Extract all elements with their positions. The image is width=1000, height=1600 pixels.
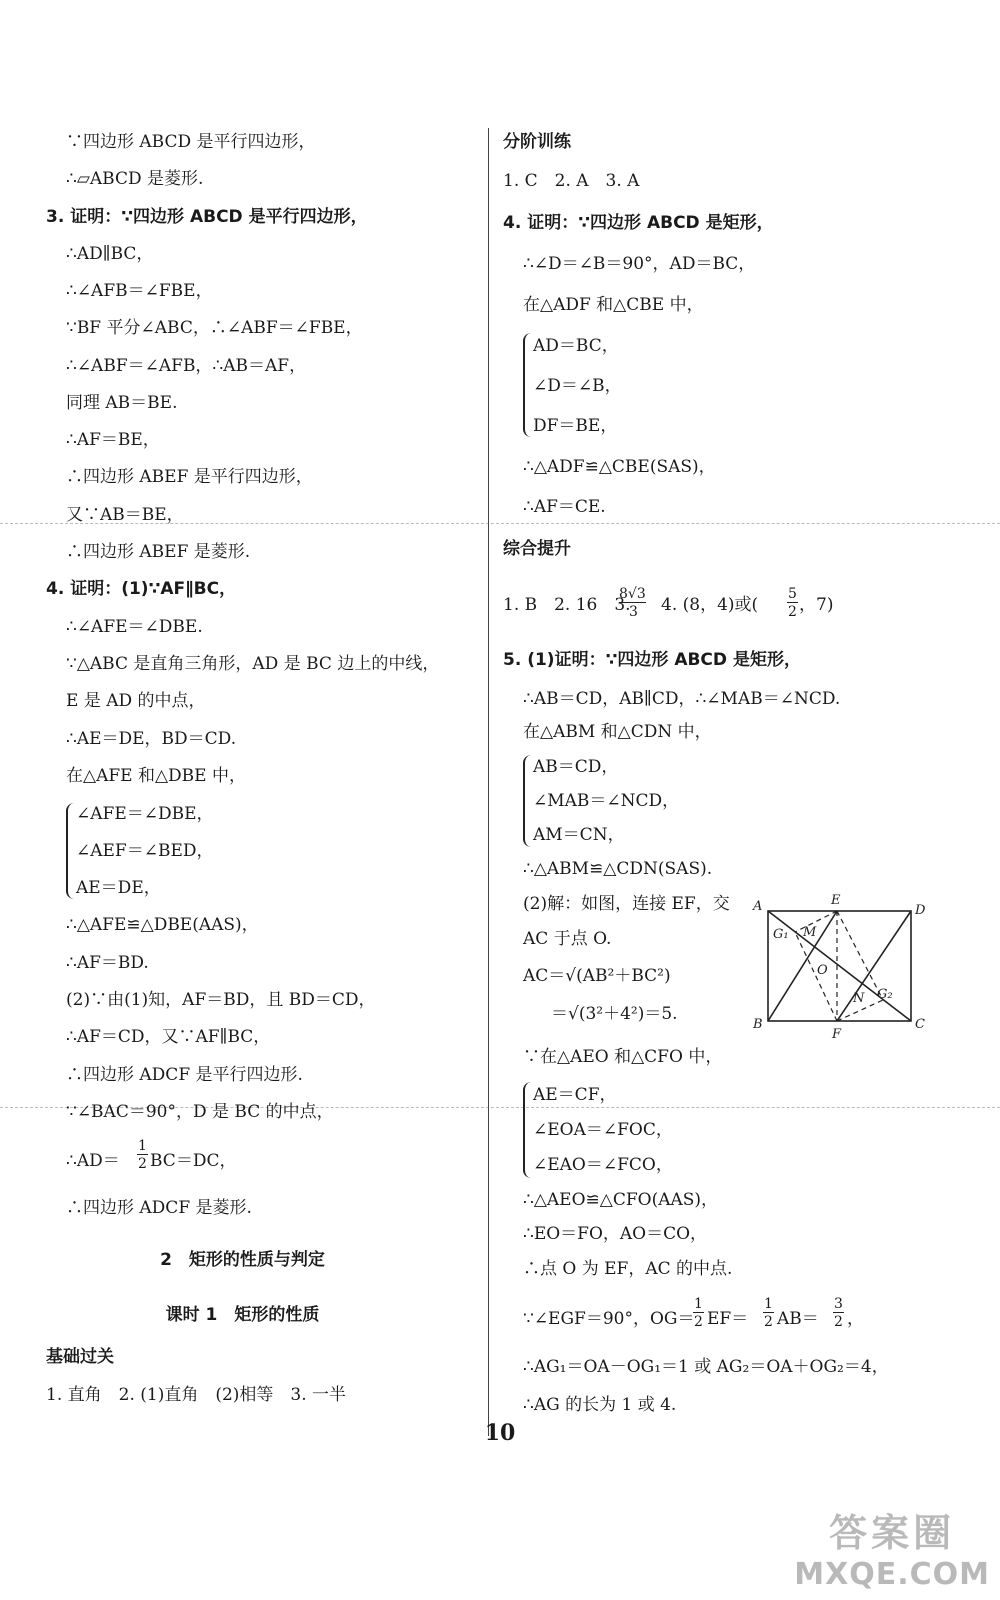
- text-line: ∴AD∥BC，: [66, 244, 154, 264]
- text-line: ∴AF＝BE，: [66, 430, 160, 450]
- text-line: 3. 证明：∵四边形 ABCD 是平行四边形，: [46, 207, 368, 227]
- text-line: AB＝CD，: [533, 757, 619, 777]
- text-line: ∴∠ABF＝∠AFB，∴AB＝AF，: [66, 356, 307, 376]
- text-line: ∴∠D＝∠B＝90°，AD＝BC，: [523, 254, 756, 274]
- text-line: ∴△ABM≌△CDN(SAS).: [523, 859, 713, 879]
- fraction-denominator: 2: [834, 1314, 843, 1330]
- text-line: ∴AG₁＝OA－OG₁＝1 或 AG₂＝OA＋OG₂＝4，: [523, 1357, 889, 1377]
- text-line: 在△ABM 和△CDN 中，: [523, 722, 712, 742]
- fraction-numerator: 1: [694, 1296, 703, 1312]
- section-heading: 基础过关: [46, 1347, 114, 1367]
- text-line: ∴AF＝BD.: [66, 953, 149, 973]
- text-line: ∴AF＝CD，又∵AF∥BC，: [66, 1027, 271, 1047]
- section-heading: 分阶训练: [503, 132, 571, 152]
- text-line: ∠MAB＝∠NCD，: [533, 791, 680, 811]
- figure-label: C: [915, 1017, 925, 1032]
- text-line: ∠AFE＝∠DBE，: [76, 804, 214, 824]
- text-line: 在△ADF 和△CBE 中，: [523, 295, 704, 315]
- text-line: ∴EO＝FO，AO＝CO，: [523, 1224, 708, 1244]
- figure-label: G₁: [773, 927, 789, 942]
- text-line: 5. (1)证明：∵四边形 ABCD 是矩形，: [503, 650, 801, 670]
- section-heading: 综合提升: [503, 539, 571, 559]
- text-line: ，7): [799, 595, 834, 615]
- text-line: (2)∵由(1)知，AF＝BD，且 BD＝CD，: [66, 990, 376, 1010]
- brace: [523, 755, 531, 847]
- text-line: 同理 AB＝BE.: [66, 393, 178, 413]
- text-line: AM＝CN，: [533, 825, 625, 845]
- fraction-numerator: 1: [764, 1296, 773, 1312]
- text-line: 4. (8，4)或(: [661, 595, 759, 615]
- text-line: AC 于点 O.: [523, 929, 612, 949]
- text-line: ∵∠BAC＝90°，D 是 BC 的中点，: [66, 1102, 334, 1122]
- text-line: 1. C 2. A 3. A: [503, 171, 640, 191]
- fraction-denominator: 3: [629, 604, 638, 620]
- text-line: AD＝BC，: [533, 336, 619, 356]
- rectangle-figure: [745, 888, 985, 1048]
- lesson-title: 课时 1 矩形的性质: [165, 1305, 320, 1325]
- text-line: DF＝BE，: [533, 416, 618, 436]
- watermark-text: 答案圈: [829, 1511, 956, 1555]
- text-line: (2)解：如图，连接 EF，交: [523, 894, 730, 914]
- text-line: ∴∠AFB＝∠FBE，: [66, 281, 213, 301]
- text-line: ∴AE＝DE，BD＝CD.: [66, 729, 237, 749]
- fraction-denominator: 2: [138, 1156, 147, 1172]
- text-line: ∴△ADF≌△CBE(SAS)，: [523, 457, 716, 477]
- watermark-url: MXQE.COM: [794, 1557, 990, 1592]
- brace: [523, 1082, 531, 1178]
- text-line: ∠EOA＝∠FOC，: [533, 1120, 673, 1140]
- figure-label: D: [915, 903, 926, 918]
- column-divider: [488, 128, 489, 1436]
- section-title: 2 矩形的性质与判定: [160, 1250, 325, 1270]
- text-line: ＝√(3²＋4²)＝5.: [551, 1004, 678, 1024]
- brace: [523, 333, 531, 437]
- text-line: 4. 证明：(1)∵AF∥BC，: [46, 579, 237, 599]
- fraction-numerator: 3: [834, 1296, 843, 1312]
- text-line: ∵∠EGF＝90°，OG＝: [523, 1309, 695, 1329]
- text-line: ∵在△AEO 和△CFO 中，: [523, 1047, 723, 1067]
- text-line: ∠EAO＝∠FCO，: [533, 1155, 673, 1175]
- figure-label: N: [853, 991, 865, 1006]
- text-line: ∴四边形 ABEF 是平行四边形，: [66, 467, 313, 487]
- page-number: 10: [484, 1420, 516, 1446]
- figure-label: F: [832, 1027, 842, 1042]
- text-line: ∴AG 的长为 1 或 4.: [523, 1395, 677, 1415]
- figure-label: B: [753, 1017, 763, 1032]
- fraction-denominator: 2: [788, 604, 797, 620]
- text-line: ∴△AEO≌△CFO(AAS)，: [523, 1190, 719, 1210]
- text-line: AB＝: [777, 1309, 819, 1329]
- text-line: 1. B 2. 16 3.: [503, 595, 631, 615]
- text-line: EF＝: [707, 1309, 749, 1329]
- text-line: ∴AB＝CD，AB∥CD，∴∠MAB＝∠NCD.: [523, 689, 841, 709]
- fraction-numerator: 8√3: [619, 586, 646, 602]
- fraction-numerator: 1: [138, 1138, 147, 1154]
- text-line: ，: [847, 1309, 864, 1329]
- text-line: ∵四边形 ABCD 是平行四边形，: [66, 132, 316, 152]
- text-line: ∵△ABC 是直角三角形，AD 是 BC 边上的中线，: [66, 654, 440, 674]
- text-line: ∴∠AFE＝∠DBE.: [66, 617, 203, 637]
- figure-label: E: [831, 893, 841, 908]
- fraction-denominator: 2: [764, 1314, 773, 1330]
- text-line: ∴AD＝: [66, 1151, 120, 1171]
- brace: [66, 803, 74, 899]
- text-line: AE＝CF，: [533, 1085, 617, 1105]
- text-line: ∠AEF＝∠BED，: [76, 841, 214, 861]
- text-line: ∵BF 平分∠ABC，∴∠ABF＝∠FBE，: [66, 318, 363, 338]
- text-line: ∴四边形 ADCF 是菱形.: [66, 1198, 252, 1218]
- figure-label: O: [817, 963, 828, 978]
- text-line: 又∵AB＝BE，: [66, 505, 184, 525]
- figure-label: G₂: [877, 987, 893, 1002]
- text-line: ∴四边形 ABEF 是菱形.: [66, 542, 251, 562]
- text-line: ∴四边形 ADCF 是平行四边形.: [66, 1065, 303, 1085]
- watermark: [794, 1502, 990, 1592]
- text-line: 1. 直角 2. (1)直角 (2)相等 3. 一半: [46, 1385, 347, 1405]
- text-line: ∴AF＝CE.: [523, 497, 606, 517]
- text-line: BC＝DC，: [150, 1151, 237, 1171]
- figure-label: M: [803, 925, 817, 940]
- text-line: ∴△AFE≌△DBE(AAS)，: [66, 915, 259, 935]
- text-line: AC＝√(AB²＋BC²): [523, 966, 671, 986]
- text-line: ∴点 O 为 EF，AC 的中点.: [523, 1259, 733, 1279]
- figure-label: A: [753, 899, 763, 914]
- text-line: 在△AFE 和△DBE 中，: [66, 766, 246, 786]
- fraction-denominator: 2: [694, 1314, 703, 1330]
- text-line: ∴▱ABCD 是菱形.: [66, 169, 204, 189]
- fraction-numerator: 5: [788, 586, 797, 602]
- text-line: 4. 证明：∵四边形 ABCD 是矩形，: [503, 213, 774, 233]
- text-line: ∠D＝∠B，: [533, 376, 622, 396]
- text-line: E 是 AD 的中点，: [66, 691, 206, 711]
- text-line: AE＝DE，: [76, 878, 161, 898]
